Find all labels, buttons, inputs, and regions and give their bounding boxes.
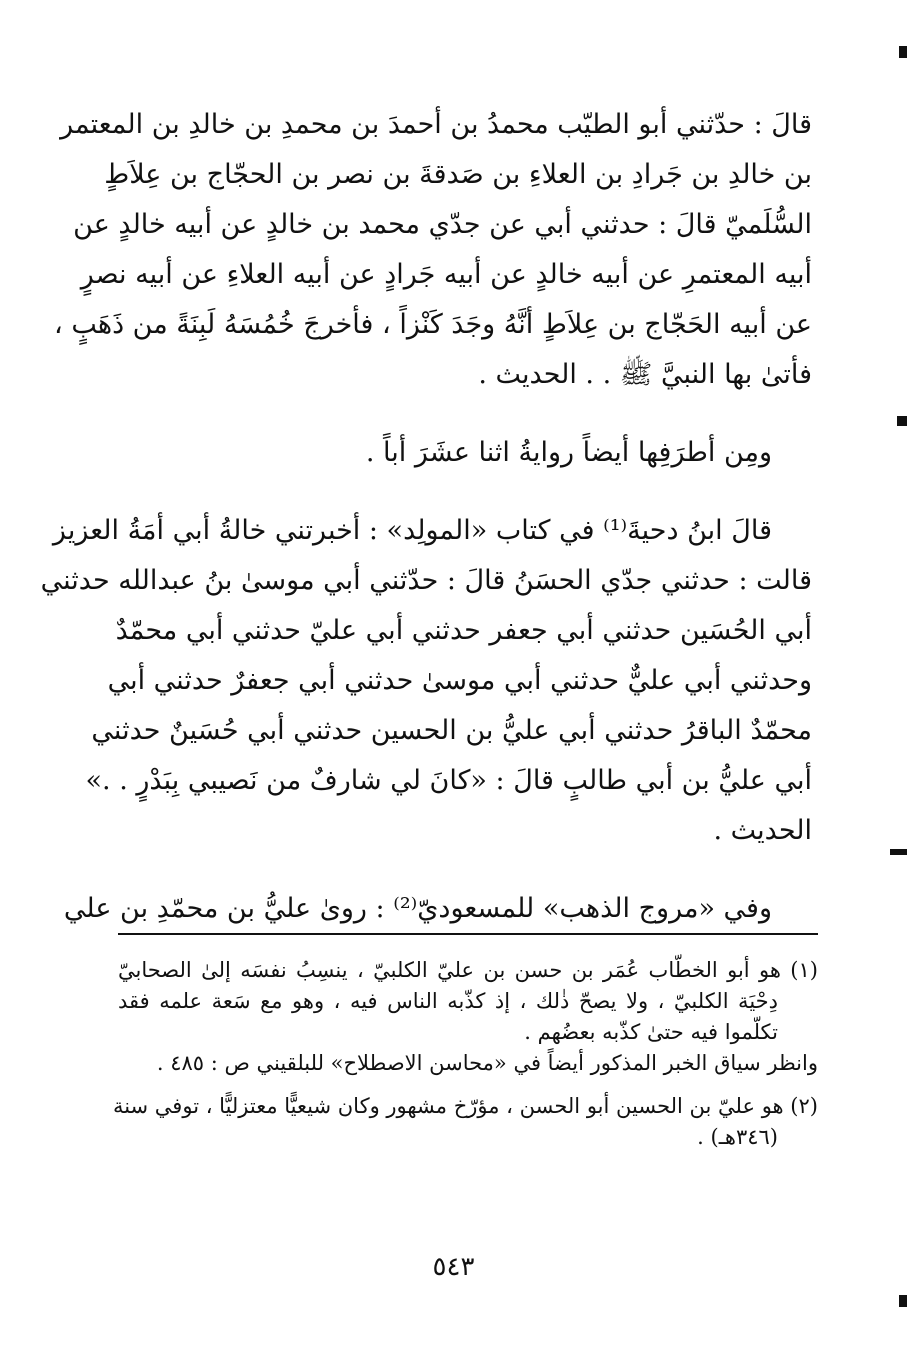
text-line: محمّدٌ الباقرُ حدثني أبي عليُّ بن الحسين حدثني أبي حُسَينٌ حدثني: [91, 715, 812, 746]
text-line: أبي الحُسَين حدثني أبي جعفر حدثني أبي عليّ حدثني أبي محمّدٌ: [115, 615, 812, 646]
text-line: فأتىٰ بها النبيَّ ﷺ . . الحديث .: [478, 359, 812, 390]
footnote-line: تكلّموا فيه حتىٰ كذّبه بعضُهم .: [524, 1020, 778, 1044]
text-line: بن خالدِ بن جَرادِ بن العلاءِ بن صَدقةَ بن نصر بن الحجّاج بن عِلاَطٍ: [104, 159, 812, 190]
text-line: وفي «مروج الذهب» للمسعوديّ⁽²⁾ : روىٰ عليُّ بن محمّدِ بن علي: [63, 893, 772, 924]
margin-mark: [897, 416, 907, 426]
footnote-line: دِحْيَة الكلبيّ ، ولا يصحّ ذٰلك ، إذ كذّبه الناس فيه ، وهو مع سَعة علمه فقد: [118, 989, 778, 1013]
paragraph-3: [40, 506, 812, 856]
text-line: أبي عليُّ بن أبي طالبٍ قالَ : «كانَ لي شارفٌ من نَصيبي بِبَدْرٍ . .»: [85, 765, 812, 796]
footnote-rule: [118, 933, 818, 935]
footnote-line: (٣٤٦هـ) .: [697, 1125, 778, 1149]
text-line: وحدثني أبي عليٌّ حدثني أبي موسىٰ حدثني أبي جعفرٌ حدثني أبي: [107, 665, 812, 696]
footnote-2: [112, 1091, 818, 1153]
text-line: أبيه المعتمرِ عن أبيه خالدٍ عن أبيه جَرادٍ عن أبيه العلاءِ عن أبيه نصرٍ: [80, 259, 812, 290]
footnote-1: [118, 955, 818, 1079]
text-line: قالَ : حدّثني أبو الطيّب محمدُ بن أحمدَ بن محمدِ بن خالدِ بن المعتمر: [60, 109, 812, 140]
text-line: قالَ ابنُ دحيةَ⁽¹⁾ في كتاب «المولِد» : أخبرتني خالةُ أبي أمَةُ العزيز: [52, 515, 772, 546]
paragraph-4: [63, 884, 812, 934]
paragraph-1: [54, 100, 812, 400]
text-line: السُّلَميّ قالَ : حدثني أبي عن جدّي محمد بن خالدٍ عن أبيه خالدٍ عن: [73, 209, 812, 240]
footnote-line: (١) هو أبو الخطّاب عُمَر بن حسن بن عليّ الكلبيّ ، ينسِبُ نفسَه إلىٰ الصحابيّ: [118, 958, 818, 982]
page-number: ٥٤٣: [432, 1252, 475, 1282]
text-line: قالت : حدثني جدّي الحسَنُ قالَ : حدّثني أبي موسىٰ بنُ عبدالله حدثني: [40, 565, 812, 596]
footnote-gap: [118, 1079, 818, 1091]
paragraph-gap: [118, 400, 812, 428]
text-line: ومِن أطرَفِها أيضاً روايةُ اثنا عشَرَ أباً .: [365, 437, 772, 468]
paragraph-2: [118, 428, 812, 478]
text-line: عن أبيه الحَجّاج بن عِلاَطٍ أنَّهُ وجَدَ كَنْزاً ، فأخرجَ خُمُسَهُ لَبِنَةً من ذَهَبٍ ،: [54, 309, 812, 340]
footnote-line: وانظر سياق الخبر المذكور أيضاً في «محاسن الاصطلاح» للبلقيني ص : ٤٨٥ .: [156, 1051, 818, 1075]
footnotes: [112, 955, 818, 1153]
margin-mark: [899, 46, 907, 58]
text-line: الحديث .: [713, 815, 812, 846]
footnote-line: (٢) هو عليّ بن الحسين أبو الحسن ، مؤرّخ مشهور وكان شيعيًّا معتزليًّا ، توفي سنة: [112, 1094, 818, 1118]
paragraph-gap: [118, 856, 812, 884]
main-text: [40, 100, 812, 934]
paragraph-gap: [118, 478, 812, 506]
margin-mark: [890, 849, 907, 855]
margin-mark: [899, 1295, 907, 1307]
